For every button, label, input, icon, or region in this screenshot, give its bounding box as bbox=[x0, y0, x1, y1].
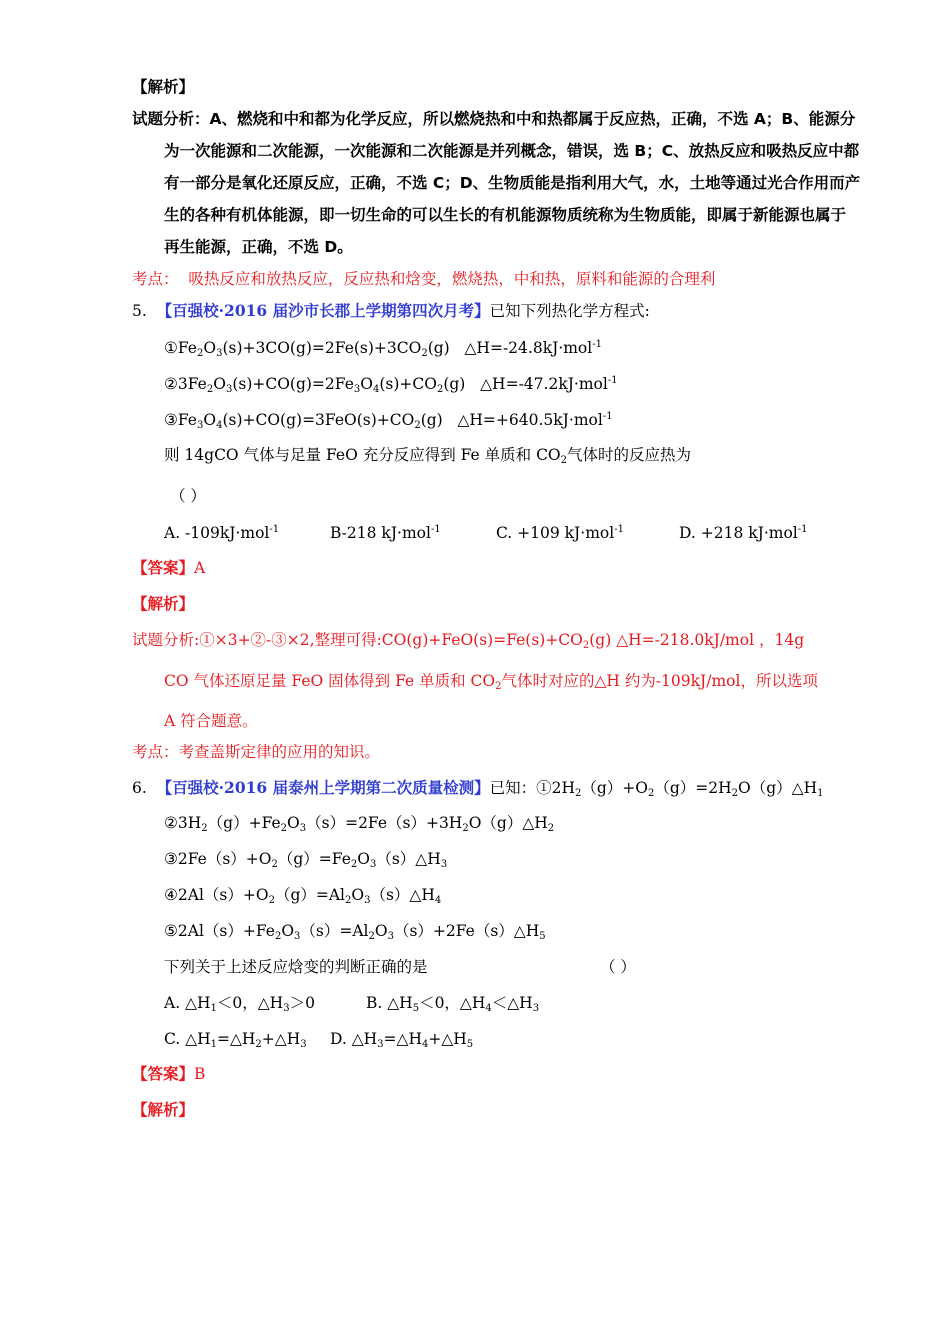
question-number: 5. bbox=[132, 302, 147, 320]
kaodian-text: 吸热反应和放热反应，反应热和焓变，燃烧热，中和热，原料和能源的合理利 bbox=[188, 270, 716, 288]
q6-equation-4: ④2Al（s）+O2（g）=Al2O3（s）△H4 bbox=[164, 886, 442, 906]
question-6-ask: 下列关于上述反应焓变的判断正确的是 bbox=[164, 958, 428, 976]
kaodian-5: 考点：考查盖斯定律的应用的知识。 bbox=[132, 743, 381, 761]
question-source: 【百强校·2016 届沙市长郡上学期第四次月考】 bbox=[156, 301, 490, 320]
q6-option-d[interactable]: D. △H3=△H4+△H5 bbox=[330, 1030, 474, 1050]
analysis-5-line-2: CO 气体还原足量 FeO 固体得到 Fe 单质和 CO2气体时对应的△H 约为-109kJ/mol，所以选项 bbox=[164, 672, 818, 692]
answer-paren: （ ） bbox=[170, 487, 206, 505]
analysis-5-line-1: 试题分析:①×3+②-③×2,整理可得:CO(g)+FeO(s)=Fe(s)+CO2(g) △H=-218.0kJ/mol ，14g bbox=[132, 631, 805, 651]
question-6-header: 6. 【百强校·2016 届泰州上学期第二次质量检测】已知：①2H2（g）+O2（g）=2H2O（g）△H1 bbox=[132, 778, 824, 799]
kaodian-1 bbox=[132, 268, 715, 290]
analysis-heading-5: 【解析】 bbox=[132, 595, 195, 613]
analysis-line-2: 为一次能源和二次能源，一次能源和二次能源是并列概念，错误，选 B；C、放热反应和吸热反应中都 bbox=[164, 142, 860, 160]
question-5-ask: 则 14gCO 气体与足量 FeO 充分反应得到 Fe 单质和 CO2气体时的反应热为 bbox=[164, 446, 692, 466]
analysis-heading: 【解析】 bbox=[132, 78, 195, 96]
equation-3: ③Fe3O4(s)+CO(g)=3FeO(s)+CO2(g) △H=+640.5kJ·mol$^{-1}$ bbox=[164, 411, 613, 431]
question-source: 【百强校·2016 届泰州上学期第二次质量检测】 bbox=[156, 778, 490, 797]
analysis-heading-6: 【解析】 bbox=[132, 1101, 195, 1119]
analysis-line-5: 再生能源，正确，不选 D。 bbox=[164, 238, 353, 256]
q6-option-c[interactable]: C. △H1=△H2+△H3 bbox=[164, 1030, 307, 1050]
q6-options-row-1 bbox=[164, 992, 864, 1014]
analysis-5-line-3: A 符合题意。 bbox=[164, 712, 258, 730]
answer-6: 【答案】B bbox=[132, 1065, 206, 1083]
analysis-line-4: 生的各种有机体能源，即一切生命的可以生长的有机能源物质统称为生物质能，即属于新能源也属于 bbox=[164, 206, 847, 224]
answer-paren-6: （ ） bbox=[600, 958, 636, 976]
q6-option-b[interactable]: B. △H5＜0，△H4＜△H3 bbox=[366, 994, 540, 1014]
option-c[interactable]: C. +109 kJ·mol$^{-1}$ bbox=[496, 524, 624, 542]
options-row bbox=[164, 522, 864, 544]
question-intro: 已知下列热化学方程式: bbox=[489, 302, 650, 320]
q6-options-row-2 bbox=[164, 1028, 864, 1050]
question-number: 6. bbox=[132, 779, 147, 797]
kaodian-label: 考点： bbox=[132, 270, 179, 288]
option-d[interactable]: D. +218 kJ·mol$^{-1}$ bbox=[679, 524, 808, 542]
q6-option-a[interactable]: A. △H1＜0，△H3＞0 bbox=[164, 994, 315, 1014]
answer-value: A bbox=[194, 559, 206, 577]
q6-equation-3: ③2Fe（s）+O2（g）=Fe2O3（s）△H3 bbox=[164, 850, 448, 870]
equation-1: ①Fe2O3(s)+3CO(g)=2Fe(s)+3CO2(g) △H=-24.8kJ·mol$^{-1}$ bbox=[164, 339, 602, 359]
question-5-header bbox=[132, 300, 650, 322]
option-a[interactable]: A. -109kJ·mol$^{-1}$ bbox=[164, 524, 280, 542]
equation-2: ②3Fe2O3(s)+CO(g)=2Fe3O4(s)+CO2(g) △H=-47.2kJ·mol$^{-1}$ bbox=[164, 375, 618, 395]
q6-equation-2: ②3H2（g）+Fe2O3（s）=2Fe（s）+3H2O（g）△H2 bbox=[164, 814, 555, 834]
q6-equation-5: ⑤2Al（s）+Fe2O3（s）=Al2O3（s）+2Fe（s）△H5 bbox=[164, 922, 546, 942]
analysis-line-3: 有一部分是氧化还原反应，正确，不选 C；D、生物质能是指利用大气，水，土地等通过光合作用而产 bbox=[164, 174, 861, 192]
answer-5: 【答案】A bbox=[132, 559, 206, 577]
option-b[interactable]: B-218 kJ·mol$^{-1}$ bbox=[330, 524, 441, 542]
analysis-line-1: 试题分析：A、燃烧和中和都为化学反应，所以燃烧热和中和热都属于反应热，正确，不选 A；B、能源分 bbox=[132, 110, 856, 128]
answer-value: B bbox=[194, 1065, 206, 1083]
